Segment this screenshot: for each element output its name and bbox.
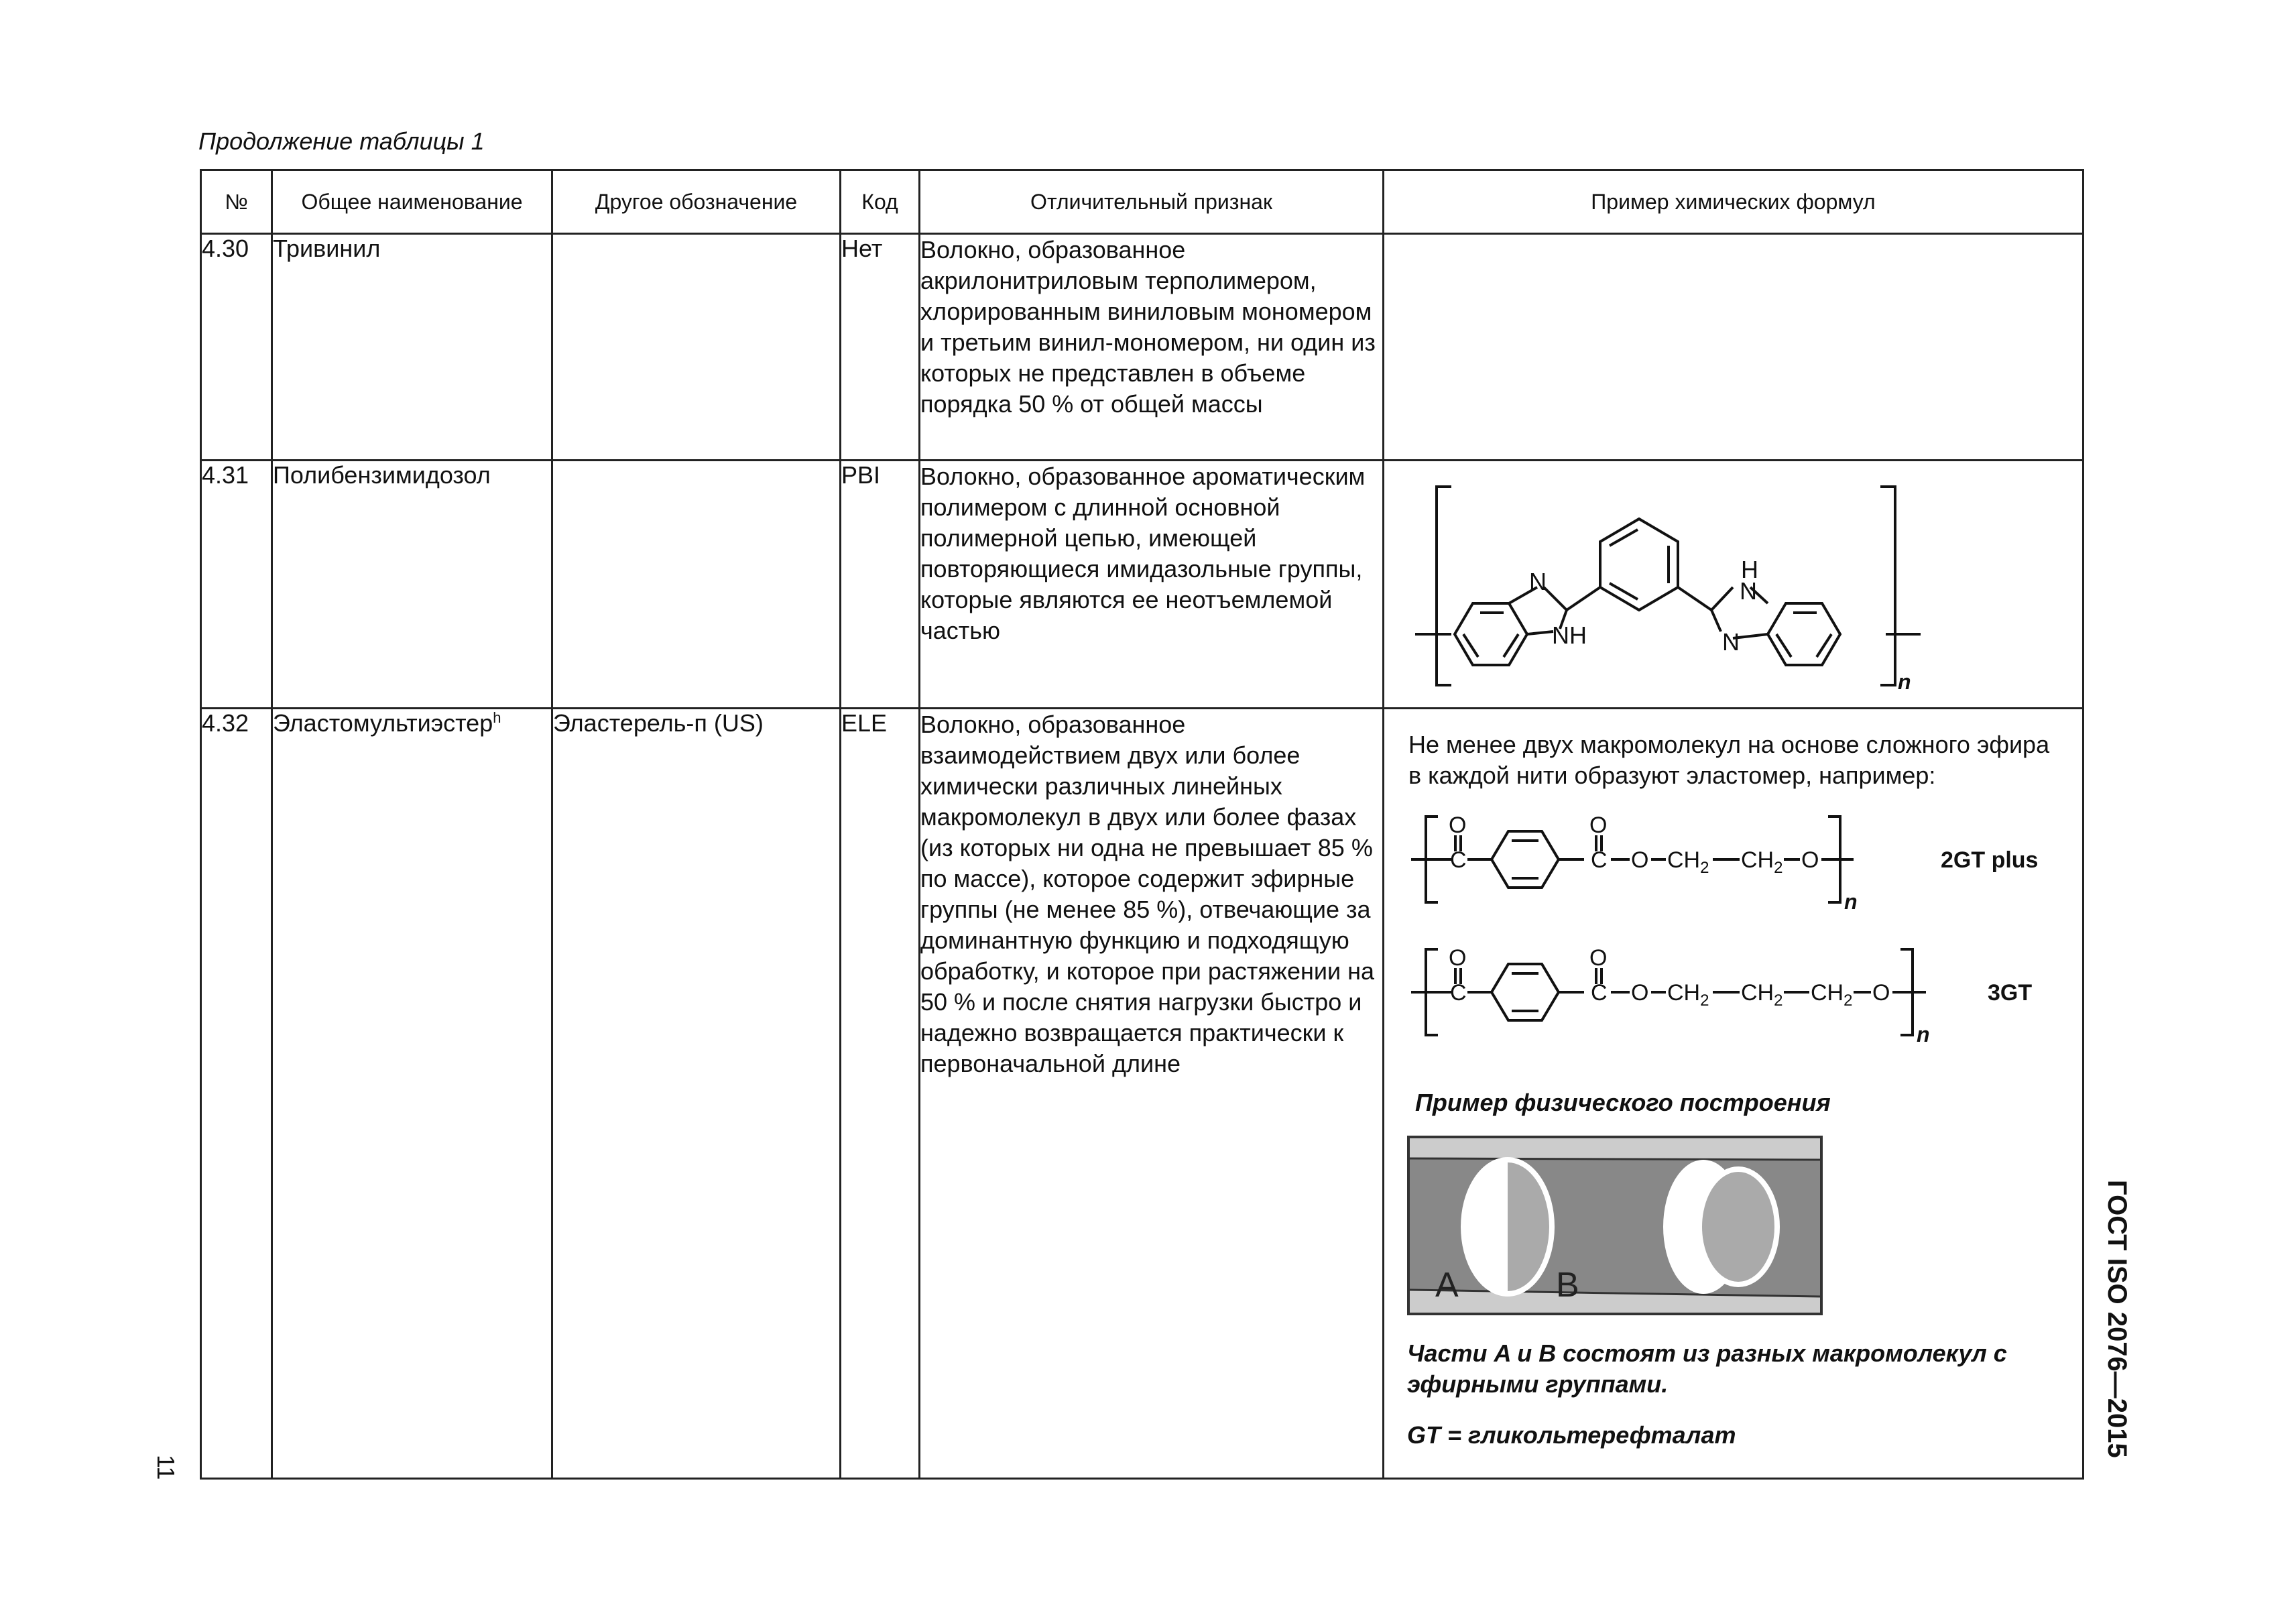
row-name: Полибензимидозол — [272, 461, 552, 709]
row-feature: Волокно, образованное взаимодействием двух или более химически различных линейных макромолекул в двух или более фазах (из которых ни одна не превышает 85 % по массе), которое содержит эфирные группы (не менее 85 %), отвечающие за доминантную функцию и подходящую обработку, и которое при растяжении на 50 % и после снятия нагрузки быстро и надежно возвращается практически к первоначальной длине — [920, 709, 1384, 1479]
label-3gt: 3GT — [1988, 980, 2033, 1006]
atom-label: $CH_2$ — [1667, 847, 1709, 877]
atom-label: NH — [1552, 621, 1587, 649]
page-number: 11 — [152, 1455, 180, 1480]
row-feature: Волокно, образованное ароматическим полимером с длинной основной полимерной цепью, имеющей повторяющиеся имидазольные группы, которые являются ее неотъемлемой частью — [920, 461, 1384, 709]
atom-label: O — [1449, 945, 1467, 971]
row-code: ELE — [841, 709, 920, 1479]
repeat-n: n — [1917, 1022, 1930, 1046]
atom-label: N — [1740, 577, 1757, 605]
row-formula — [1384, 709, 2083, 1479]
repeat-n: n — [1844, 890, 1858, 914]
atom-label: O — [1449, 813, 1467, 838]
row-formula — [1384, 461, 2083, 709]
pbi-structure-diagram — [1384, 461, 2081, 707]
header-formula: Пример химических формул — [1384, 170, 2083, 234]
atom-label: O — [1872, 980, 1890, 1006]
atom-label: O — [1801, 847, 1819, 873]
parts-note: Части A и B состоят из разных макромолекул с эфирными группами. — [1407, 1339, 2007, 1398]
atom-label: H — [1741, 556, 1758, 583]
row-other: Эластерель-п (US) — [552, 709, 841, 1479]
atom-label: $CH_2$ — [1811, 980, 1853, 1010]
atom-label: C — [1450, 847, 1467, 873]
row-name-text: Эластомультиэстер — [273, 709, 493, 737]
physical-structure-diagram — [1407, 1136, 1823, 1315]
row-code: Нет — [841, 234, 920, 461]
atom-label: C — [1450, 980, 1467, 1006]
part-a-label: A — [1435, 1266, 1459, 1305]
header-code: Код — [841, 170, 920, 234]
row-formula — [1384, 234, 2083, 461]
atom-label: N — [1529, 568, 1547, 595]
row-name — [272, 709, 552, 1479]
row-other — [552, 461, 841, 709]
row-num: 4.30 — [201, 234, 272, 461]
header-num: № — [201, 170, 272, 234]
atom-label: $CH_2$ — [1667, 980, 1709, 1010]
header-name: Общее наименование — [272, 170, 552, 234]
table-row — [201, 709, 2083, 1479]
physical-title: Пример физического построения — [1415, 1089, 1831, 1116]
row-other — [552, 234, 841, 461]
formula-intro: Не менее двух макромолекул на основе сложного эфира в каждой нити образуют эластомер, например: — [1408, 731, 2050, 789]
part-b-label: B — [1556, 1266, 1579, 1305]
row-code: PBI — [841, 461, 920, 709]
row-feature: Волокно, образованное акрилонитриловым терполимером, хлорированным виниловым мономером и третьим винил-мономером, ни один из которых не представлен в объеме порядка 50 % от общей массы — [920, 234, 1384, 461]
ester-structures — [1384, 810, 2081, 1078]
label-2gt: 2GT plus — [1941, 847, 2039, 873]
table-caption: Продолжение таблицы 1 — [198, 127, 485, 155]
header-feature: Отличительный признак — [920, 170, 1384, 234]
fiber-table — [200, 169, 2084, 1480]
atom-label: O — [1631, 980, 1649, 1006]
atom-label: O — [1589, 813, 1608, 838]
atom-label: O — [1631, 847, 1649, 873]
gt-note: GT = гликольтерефталат — [1407, 1421, 1736, 1449]
row-num: 4.32 — [201, 709, 272, 1479]
atom-label: N — [1722, 628, 1740, 656]
table-row — [201, 461, 2083, 709]
atom-label: $CH_2$ — [1741, 847, 1783, 877]
atom-label: C — [1591, 847, 1608, 873]
table-header-row — [201, 170, 2083, 234]
footnote-mark: h — [493, 709, 501, 726]
atom-label: $CH_2$ — [1741, 980, 1783, 1010]
table-row — [201, 234, 2083, 461]
repeat-n: n — [1898, 670, 1911, 694]
atom-label: C — [1591, 980, 1608, 1006]
document-side-title: ГОСТ ISO 2076—2015 — [2102, 1180, 2132, 1458]
row-num: 4.31 — [201, 461, 272, 709]
row-name: Тривинил — [272, 234, 552, 461]
header-other: Другое обозначение — [552, 170, 841, 234]
atom-label: O — [1589, 945, 1608, 971]
